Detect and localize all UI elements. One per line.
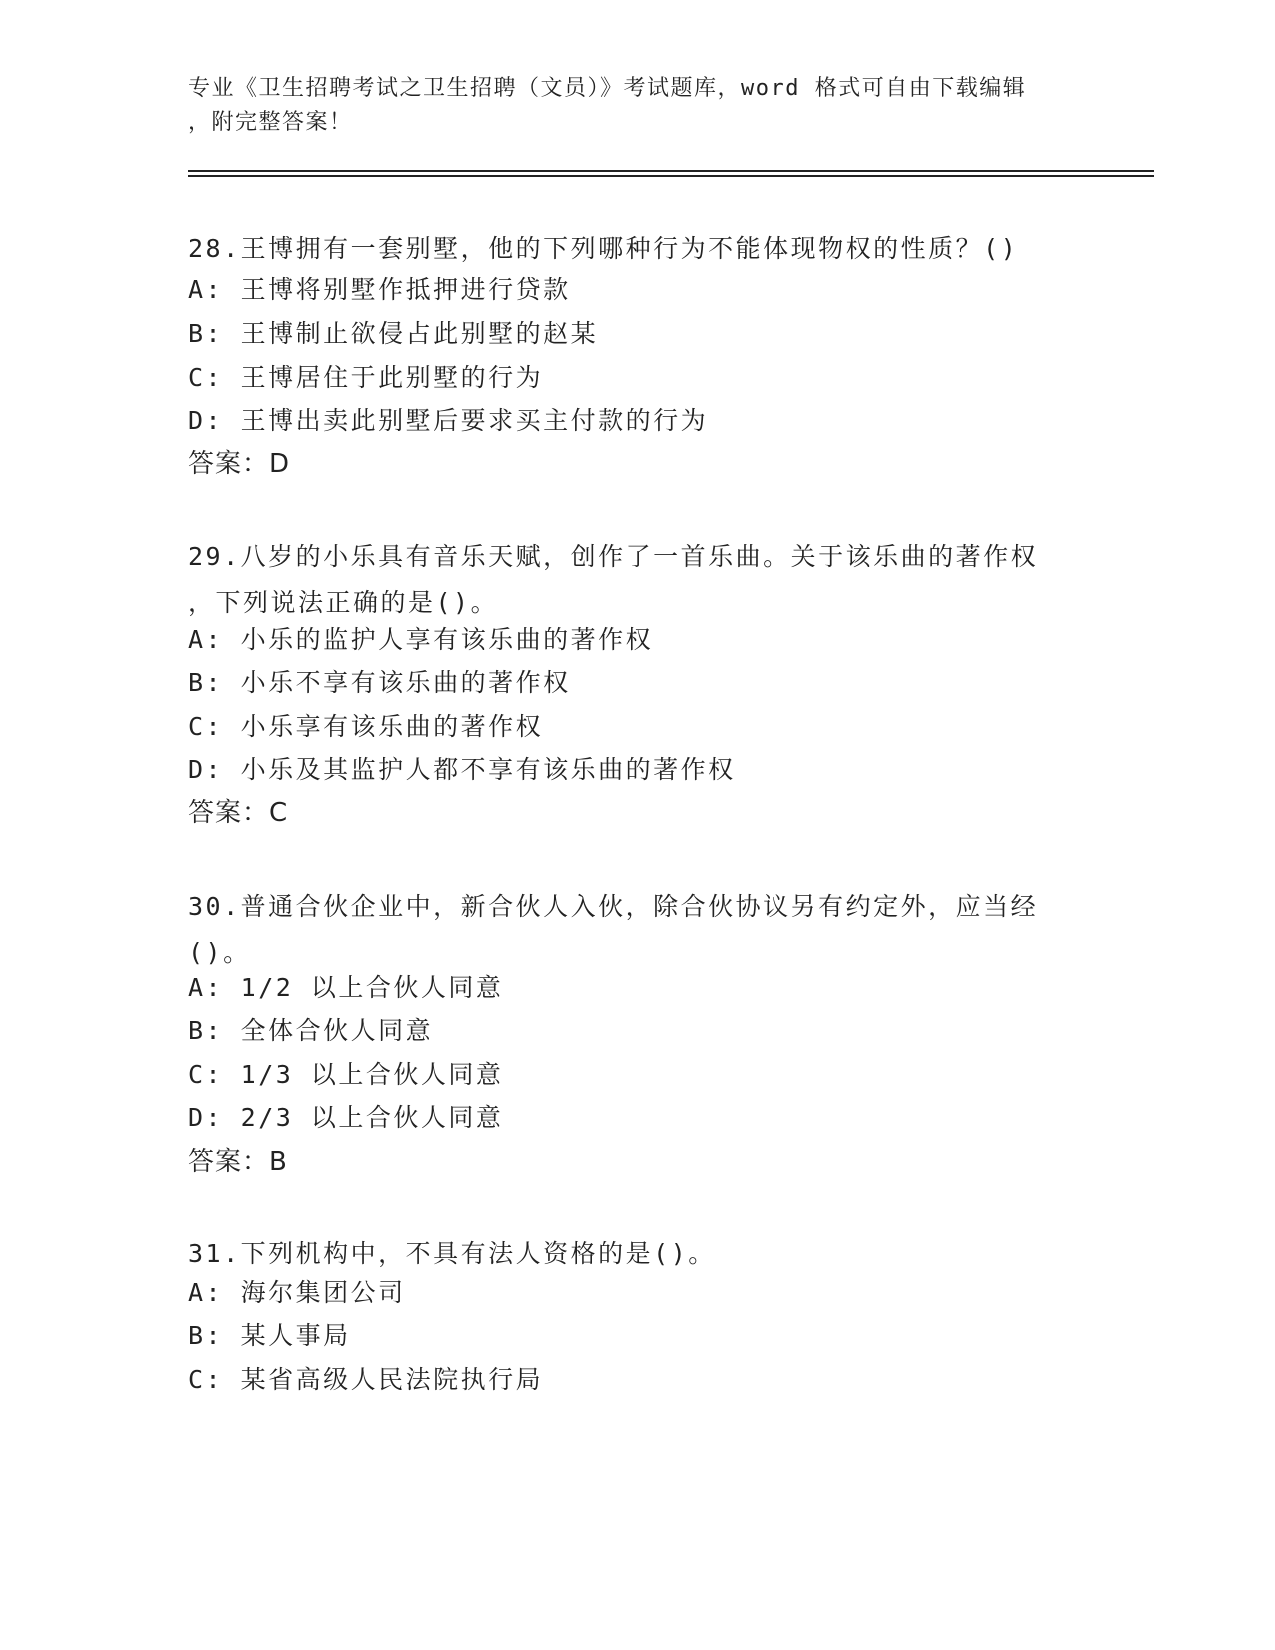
question-30-line-1: 30.普通合伙企业中，新合伙人入伙，除合伙协议另有约定外，应当经 [188, 892, 1039, 921]
question-31-option-b: B: 某人事局 [188, 1321, 351, 1350]
question-28-text [188, 226, 1018, 272]
question-29-answer: 答案：C [188, 798, 289, 828]
question-28-option-d: D: 王博出卖此别墅后要求买主付款的行为 [188, 406, 709, 435]
question-31-option-a: A: 海尔集团公司 [188, 1278, 406, 1307]
question-29-line-1: 29.八岁的小乐具有音乐天赋，创作了一首乐曲。关于该乐曲的著作权 [188, 542, 1039, 571]
question-28-line-1: 28.王博拥有一套别墅，他的下列哪种行为不能体现物权的性质？() [188, 234, 1019, 263]
question-30-option-d: D: 2/3 以上合伙人同意 [188, 1103, 504, 1132]
header-line-2: ，附完整答案！ [188, 110, 353, 135]
question-28-option-c: C: 王博居住于此别墅的行为 [188, 363, 544, 392]
question-30-option-a: A: 1/2 以上合伙人同意 [188, 973, 504, 1002]
question-30-option-b: B: 全体合伙人同意 [188, 1016, 434, 1045]
question-30-answer: 答案：B [188, 1147, 288, 1177]
question-28-answer: 答案：D [188, 449, 291, 479]
question-28-option-a: A: 王博将别墅作抵押进行贷款 [188, 275, 571, 304]
question-31-option-c: C: 某省高级人民法院执行局 [188, 1365, 544, 1394]
question-31-text [188, 1231, 716, 1277]
question-29-option-b: B: 小乐不享有该乐曲的著作权 [188, 668, 571, 697]
question-30-option-c: C: 1/3 以上合伙人同意 [188, 1060, 504, 1089]
question-29-option-a: A: 小乐的监护人享有该乐曲的著作权 [188, 625, 654, 654]
document-header [188, 72, 1088, 140]
header-line-1: 专业《卫生招聘考试之卫生招聘（文员）》考试题库，word 格式可自由下载编辑 [188, 76, 1027, 101]
question-29-option-d: D: 小乐及其监护人都不享有该乐曲的著作权 [188, 755, 736, 784]
question-29-line-2: ，下列说法正确的是()。 [188, 588, 499, 617]
question-29-option-c: C: 小乐享有该乐曲的著作权 [188, 712, 544, 741]
question-30-line-2: ()。 [188, 938, 251, 967]
question-28-option-b: B: 王博制止欲侵占此别墅的赵某 [188, 319, 599, 348]
header-divider-bottom [188, 175, 1154, 177]
header-divider-top [188, 170, 1154, 172]
question-30-text [188, 884, 1038, 976]
question-31-line-1: 31.下列机构中，不具有法人资格的是()。 [188, 1239, 716, 1268]
question-29-text [188, 534, 1038, 626]
